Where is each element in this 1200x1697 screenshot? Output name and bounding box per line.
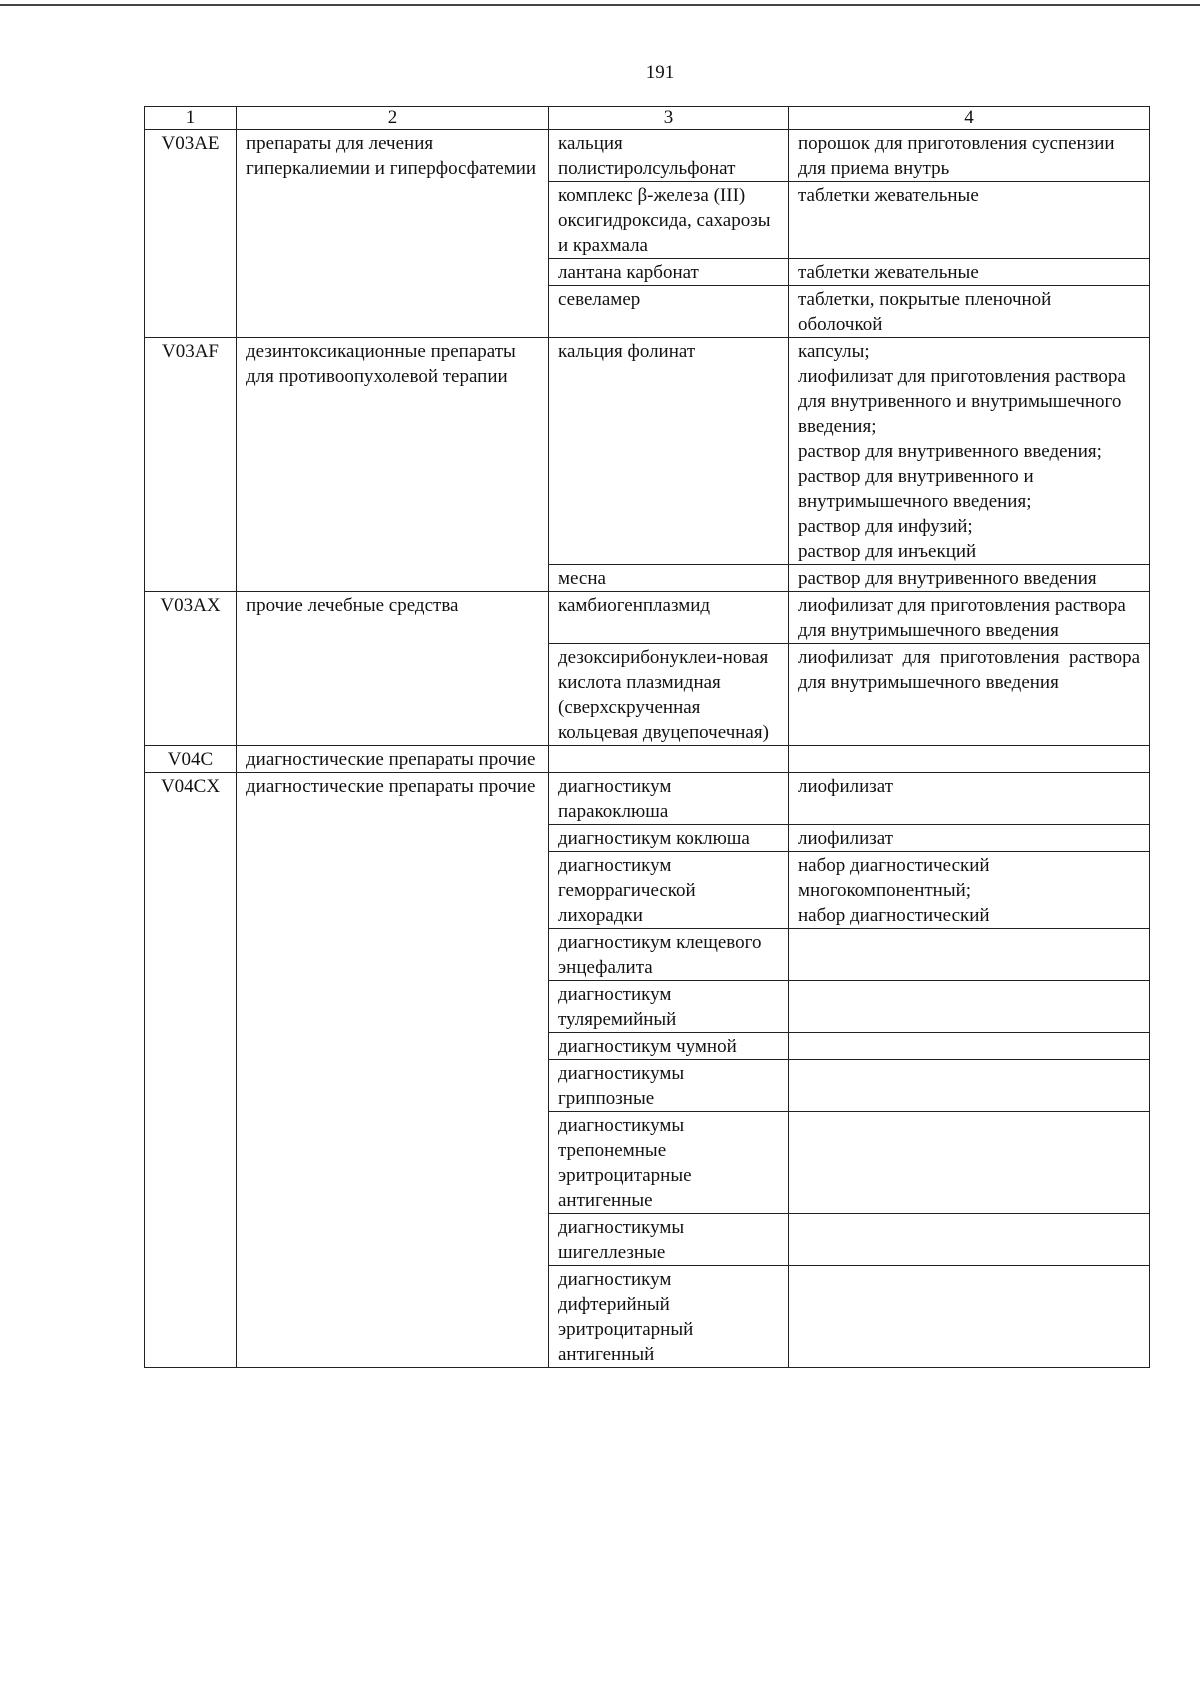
- substance-cell: [549, 746, 789, 773]
- drug-table: [144, 106, 1150, 1368]
- dosage-form-line: раствор для внутривенного и внутримышечного введения;: [798, 466, 1034, 512]
- dosage-form-cell: [789, 644, 1150, 746]
- dosage-form-line: капсулы;: [798, 341, 870, 362]
- dosage-form-line: набор диагностический многокомпонентный;: [798, 855, 990, 901]
- group-name-cell: диагностические препараты прочие: [237, 746, 549, 773]
- substance-cell: диагностикум паракоклюша: [549, 773, 789, 825]
- dosage-form-line: набор диагностический: [798, 905, 990, 926]
- dosage-form-cell: [789, 1112, 1150, 1214]
- dosage-form-line: таблетки, покрытые пленочной оболочкой: [798, 289, 1052, 335]
- page-number: 191: [645, 62, 675, 83]
- dosage-form-line: порошок для приготовления суспензии для приема внутрь: [798, 133, 1115, 179]
- dosage-form-line: таблетки жевательные: [798, 262, 979, 283]
- substance-cell: диагностикум геморрагической лихорадки: [549, 852, 789, 929]
- substance-cell: диагностикум чумной: [549, 1033, 789, 1060]
- dosage-form-cell: [789, 746, 1150, 773]
- dosage-form-line: таблетки жевательные: [798, 185, 979, 206]
- dosage-form-cell: [789, 1266, 1150, 1368]
- substance-cell: диагностикум клещевого энцефалита: [549, 929, 789, 981]
- dosage-form-cell: [789, 1060, 1150, 1112]
- atc-code-cell: V03AF: [145, 338, 237, 592]
- atc-code-cell: V03AX: [145, 592, 237, 746]
- dosage-form-line: лиофилизат для приготовления раствора для внутривенного и внутримышечного введения;: [798, 366, 1126, 437]
- substance-cell: месна: [549, 565, 789, 592]
- header-row: [145, 107, 1150, 130]
- group-name-cell: дезинтоксикационные препараты для противоопухолевой терапии: [237, 338, 549, 592]
- dosage-form-cell: [789, 981, 1150, 1033]
- dosage-form-cell: [789, 852, 1150, 929]
- substance-cell: кальция фолинат: [549, 338, 789, 565]
- dosage-form-cell: [789, 565, 1150, 592]
- substance-cell: диагностикумы трепонемные эритроцитарные антигенные: [549, 1112, 789, 1214]
- header-col-3: 3: [549, 107, 789, 130]
- dosage-form-cell: [789, 259, 1150, 286]
- table-row: [145, 773, 1150, 825]
- group-name-cell: диагностические препараты прочие: [237, 773, 549, 1368]
- dosage-form-line: лиофилизат для приготовления раствора для внутримышечного введения: [798, 647, 1140, 693]
- top-border-line: [0, 4, 1200, 6]
- dosage-form-line: раствор для инфузий;: [798, 516, 973, 537]
- substance-cell: кальция полистиролсульфонат: [549, 130, 789, 182]
- substance-cell: лантана карбонат: [549, 259, 789, 286]
- substance-cell: диагностикум туляремийный: [549, 981, 789, 1033]
- atc-code-cell: V04CX: [145, 773, 237, 1368]
- group-name-cell: препараты для лечения гиперкалиемии и гиперфосфатемии: [237, 130, 549, 338]
- substance-cell: севеламер: [549, 286, 789, 338]
- dosage-form-cell: [789, 1214, 1150, 1266]
- dosage-form-cell: [789, 929, 1150, 981]
- dosage-form-cell: [789, 592, 1150, 644]
- header-col-4: 4: [789, 107, 1150, 130]
- dosage-form-cell: [789, 286, 1150, 338]
- dosage-form-cell: [789, 773, 1150, 825]
- substance-cell: диагностикумы шигеллезные: [549, 1214, 789, 1266]
- dosage-form-line: раствор для внутривенного введения;: [798, 441, 1102, 462]
- dosage-form-cell: [789, 130, 1150, 182]
- atc-code-cell: V04C: [145, 746, 237, 773]
- table-row: [145, 592, 1150, 644]
- table-row: [145, 338, 1150, 565]
- table-row: [145, 130, 1150, 182]
- header-col-2: 2: [237, 107, 549, 130]
- dosage-form-line: лиофилизат для приготовления раствора для внутримышечного введения: [798, 595, 1126, 641]
- substance-cell: диагностикум коклюша: [549, 825, 789, 852]
- substance-cell: комплекс β-железа (III) оксигидроксида, сахарозы и крахмала: [549, 182, 789, 259]
- dosage-form-line: лиофилизат: [798, 776, 894, 797]
- table-row: [145, 746, 1150, 773]
- dosage-form-line: раствор для инъекций: [798, 541, 977, 562]
- dosage-form-cell: [789, 825, 1150, 852]
- substance-cell: дезоксирибонуклеи-новая кислота плазмидная (сверхскрученная кольцевая двуцепочечная): [549, 644, 789, 746]
- dosage-form-line: лиофилизат: [798, 828, 894, 849]
- dosage-form-cell: [789, 182, 1150, 259]
- header-col-1: 1: [145, 107, 237, 130]
- substance-cell: диагностикум дифтерийный эритроцитарный антигенный: [549, 1266, 789, 1368]
- dosage-form-line: раствор для внутривенного введения: [798, 568, 1097, 589]
- atc-code-cell: V03AE: [145, 130, 237, 338]
- group-name-cell: прочие лечебные средства: [237, 592, 549, 746]
- table-body: [145, 107, 1150, 1368]
- dosage-form-cell: [789, 1033, 1150, 1060]
- substance-cell: диагностикумы гриппозные: [549, 1060, 789, 1112]
- substance-cell: камбиогенплазмид: [549, 592, 789, 644]
- dosage-form-cell: [789, 338, 1150, 565]
